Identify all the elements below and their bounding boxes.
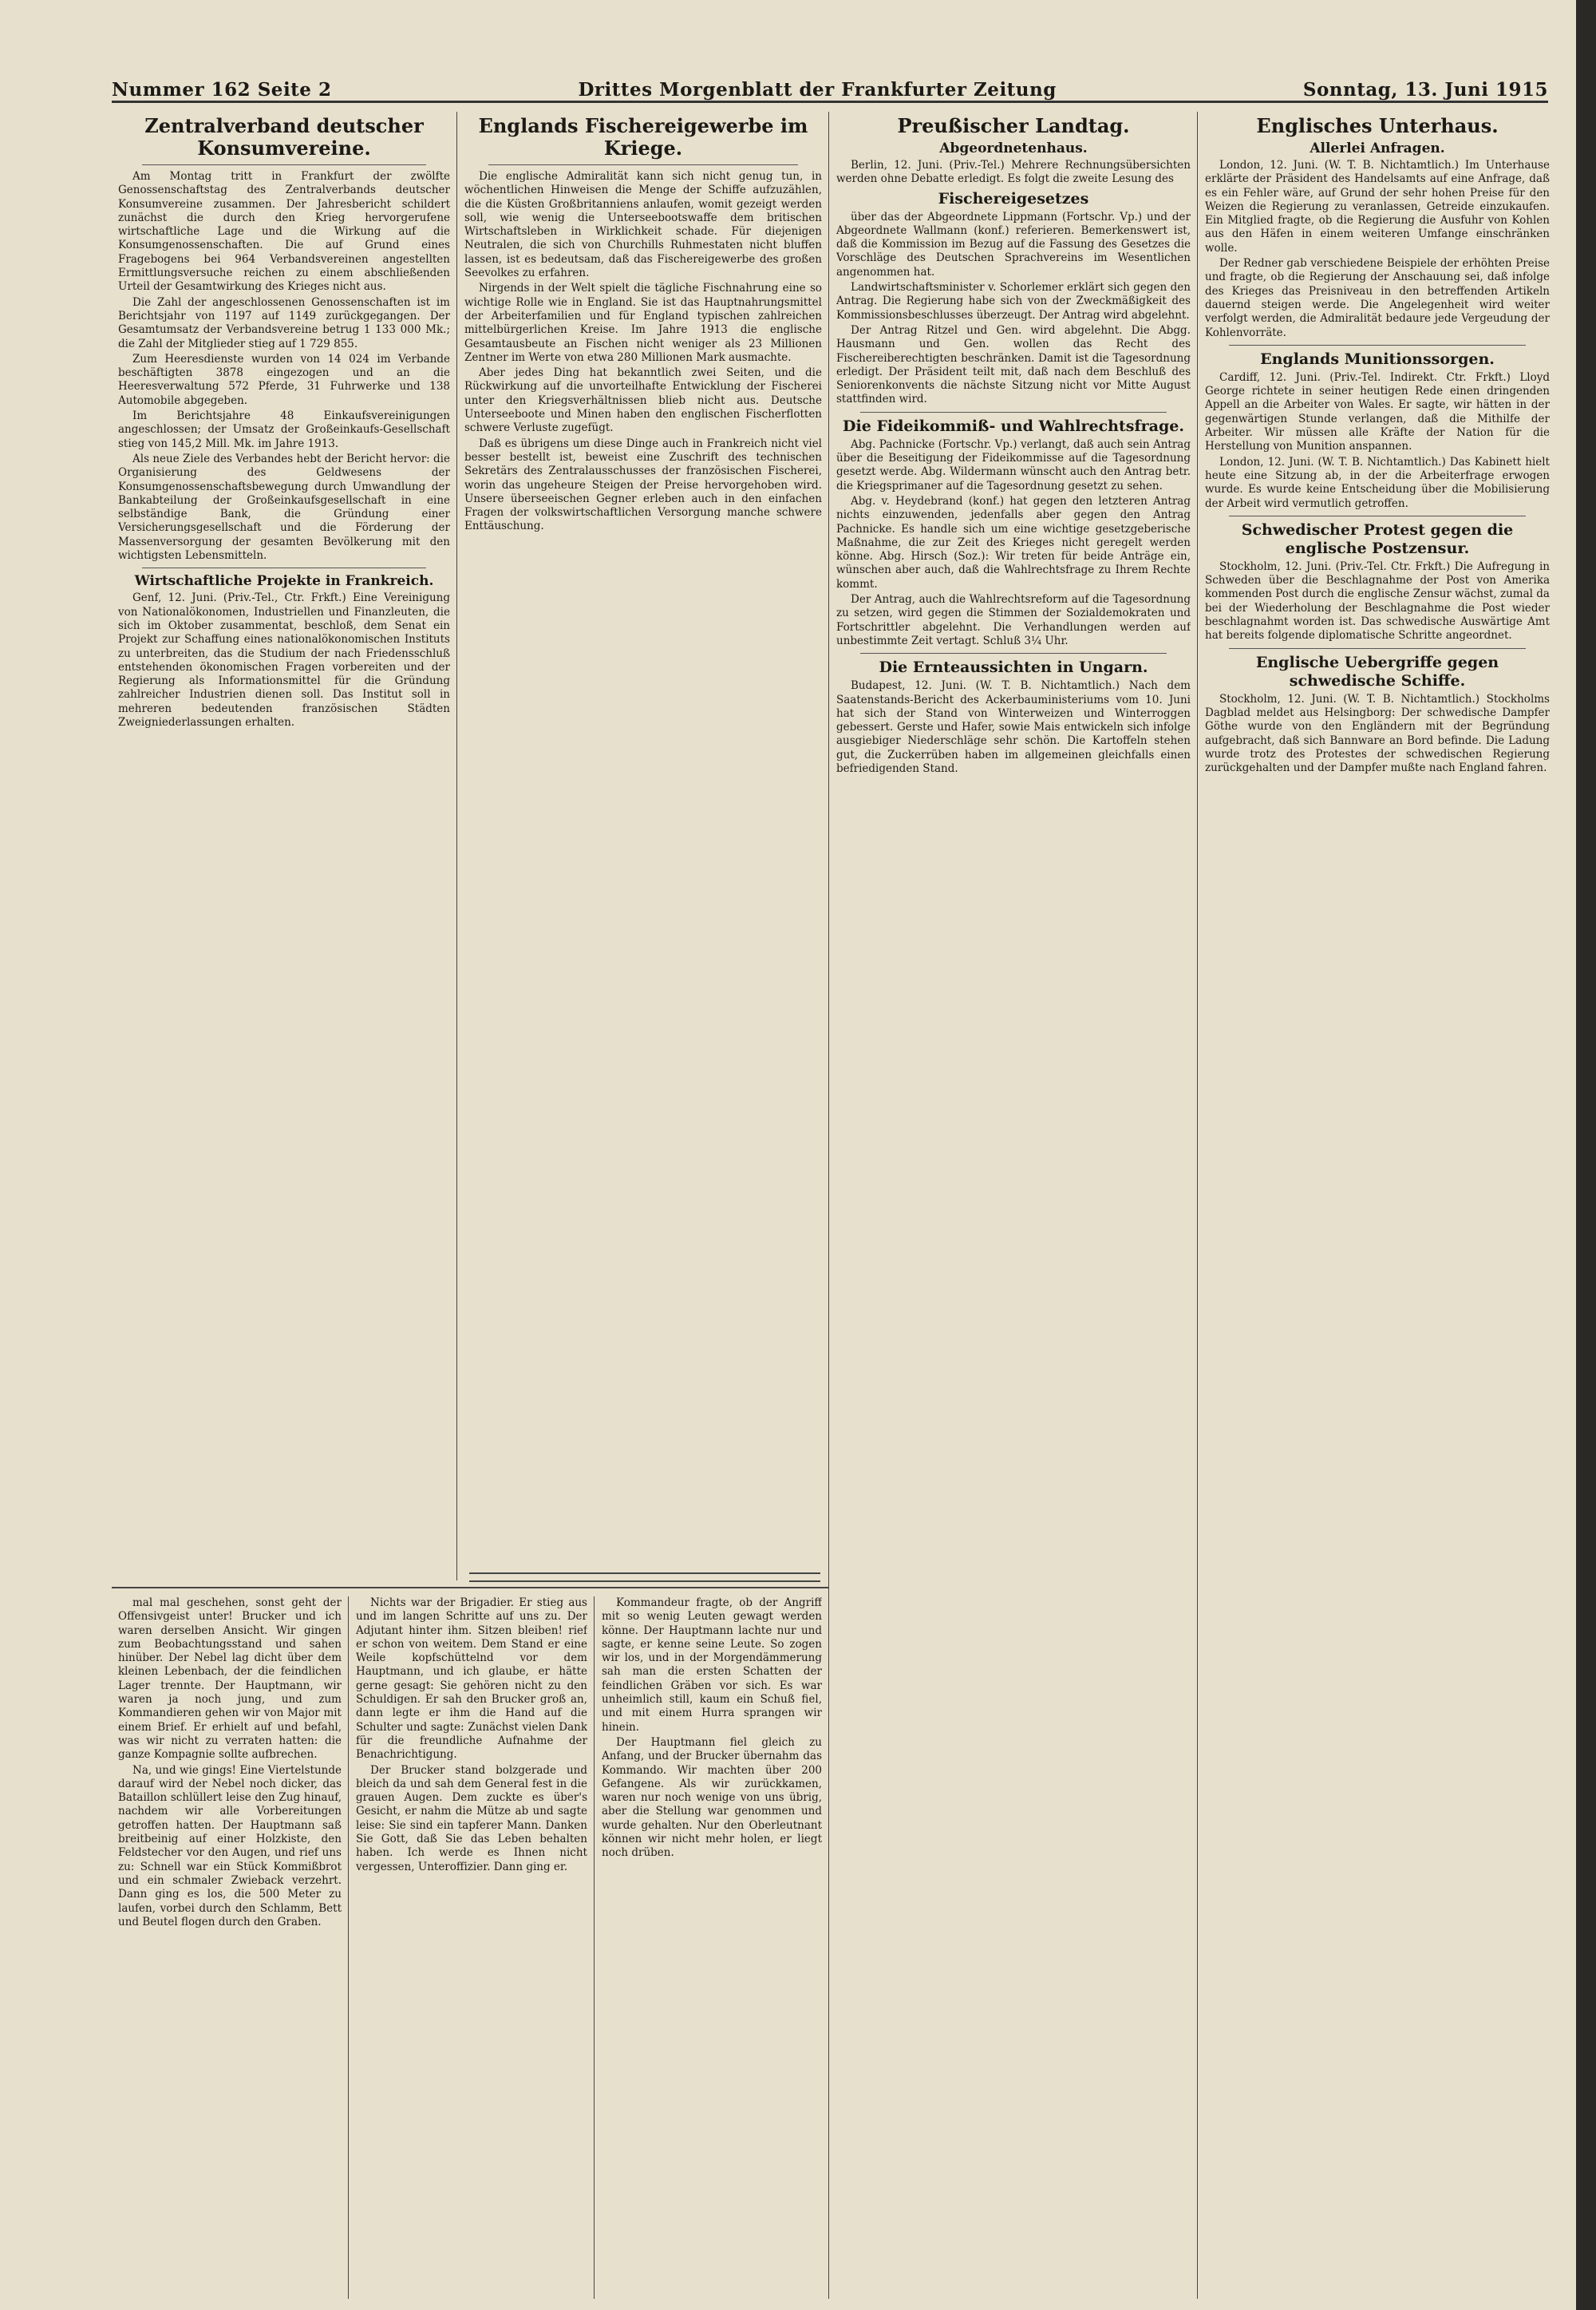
section-title-schiffe: Englische Uebergriffe gegen schwedische Schiffe. xyxy=(1255,653,1499,690)
column-rule xyxy=(456,112,457,1580)
article-paragraph: Abg. Pachnicke (Fortschr. Vp.) verlangt, daß auch sein Antrag über die Beseitigung der Fideikommisse auf die Tagesordnung gesetzt werde. Abg. Wildermann wünscht auch den Antrag betr. die Kriegsprimaner auf die Tagesordnung gesetzt zu sehen. xyxy=(836,437,1191,492)
feuilleton-rule xyxy=(112,1587,828,1588)
feuilleton-paragraph: Der Brucker stand bolzgerade und bleich da und sah dem General fest in die grauen Augen. Dem zuckte es über's Gesicht, er nahm die Mütze ab und sagte leise: Sie sind ein tapferer Mann. Danken Sie Gott, daß Sie das Leben behalten haben. Ich werde es Ihnen nicht vergessen, Unteroffizier. Dann ging er. xyxy=(356,1763,587,1873)
title-rule xyxy=(488,164,798,165)
article-title-konsumvereine: Zentralverband deutscher Konsumvereine. xyxy=(144,114,424,160)
feuilleton-column-3 xyxy=(602,1596,822,2299)
page-header xyxy=(112,73,1548,103)
article-paragraph: Budapest, 12. Juni. (W. T. B. Nichtamtlich.) Nach dem Saatenstands-Bericht des Ackerbauministeriums vom 10. Juni hat sich der Stand von Winterweizen und Winterroggen gebessert. Gerste und Hafer, sowie Mais entwickeln sich infolge ausgiebiger Niederschläge sehr schön. Die Kartoffeln stehen gut, die Zuckerrüben haben im allgemeinen gleichfalls einen befriedigenden Stand. xyxy=(836,679,1191,775)
column-rule xyxy=(594,1596,595,2299)
article-paragraph: Die englische Admiralität kann sich nicht genug tun, in wöchentlichen Hinweisen die Menge der Schiffe aufzuzählen, die die Küsten Großbritanniens anlaufen, womit gezeigt werden soll, wie wenig die Unterseebootswaffe dem britischen Wirtschaftsleben in Wirklichkeit schade. Für diejenigen Neutralen, die sich von Churchills Ruhmestaten nicht bluffen lassen, ist es bedeutsam, daß das Fischereigewerbe des großen Seevolkes zu erfahren. xyxy=(464,170,822,280)
section-title-ungarn: Die Ernteaussichten in Ungarn. xyxy=(879,659,1148,677)
article-paragraph: Daß es übrigens um diese Dinge auch in Frankreich nicht viel besser bestellt ist, beweist eine Zuschrift des technischen Sekretärs des Zentralausschusses der französischen Fischerei, worin das ungeheure Steigen der Preise hervorgehoben wird. Unsere überseeischen Gegner erleben auch in den einfachen Fragen der volkswirtschaftlichen Versorgung manche schwere Enttäuschung. xyxy=(464,437,822,533)
article-title-fischerei: Englands Fischereigewerbe im Kriege. xyxy=(478,114,808,160)
article-paragraph: Landwirtschaftsminister v. Schorlemer erklärt sich gegen den Antrag. Die Regierung habe sich von der Zweckmäßigkeit des Kommissionsbeschlusses überzeugt. Der Antrag wird abgelehnt. xyxy=(836,281,1191,322)
article-title-unterhaus: Englisches Unterhaus. xyxy=(1256,114,1499,137)
feuilleton-paragraph: Nichts war der Brigadier. Er stieg aus und im langen Schritte auf uns zu. Der Adjutant hinter ihm. Sitzen bleiben! rief er schon von weitem. Dem Stand er eine Weile kopfschüttelnd vor dem Hauptmann, und ich glaube, er hätte gerne gesagt: Sie gehören nicht zu den Schuldigen. Er sah den Brucker groß an, dann legte er ihm die Hand auf die Schulter und sagte: Zunächst vielen Dank für die freundliche Aufnahme der Benachrichtigung. xyxy=(356,1596,587,1762)
column-rule xyxy=(1197,112,1198,2299)
article-title-frankreich: Wirtschaftliche Projekte in Frankreich. xyxy=(134,573,434,590)
article-paragraph: Die Zahl der angeschlossenen Genossenschaften ist im Berichtsjahr von 1197 auf 1149 zurückgegangen. Der Gesamtumsatz der Verbandsvereine betrug 1 133 000 Mk.; die Zahl der Mitglieder stieg auf 1 729 855. xyxy=(118,295,450,350)
book-spine xyxy=(1576,0,1596,2310)
article-paragraph: Genf, 12. Juni. (Priv.-Tel., Ctr. Frkft.) Eine Vereinigung von Nationalökonomen, Industriellen und Finanzleuten, die sich im Oktober zusammentat, beschloß, dem Senat ein Projekt zur Schaffung eines nationalökonomischen Instituts zu unterbreiten, das die Studium der nach Friedensschluß entstehenden ökonomischen Fragen vorbereiten und der Regierung als Informationsmittel für die Gründung zahlreicher Industrien dienen soll. Das Institut soll in mehreren bedeutenden französischen Städten Zweigniederlassungen erhalten. xyxy=(118,591,450,729)
article-paragraph: London, 12. Juni. (W. T. B. Nichtamtlich.) Im Unterhause erklärte der Präsident des Handelsamts auf eine Anfrage, daß es ein Fehler wäre, auf Grund der sehr hohen Preise für den Weizen die Regierung zu veranlassen, Getreide einzukaufen. Ein Mitglied fragte, ob die Regierung die Ausfuhr von Kohlen aus den Häfen in einem weiteren Umfange einschränken wolle. xyxy=(1205,159,1550,255)
article-paragraph: Am Montag tritt in Frankfurt der zwölfte Genossenschaftstag des Zentralverbands deutscher Konsumvereine zusammen. Der Jahresbericht schildert zunächst die durch den Krieg hervorgerufene wirtschaftliche Lage und die Wirkung auf die Konsumgenossenschaften. Die auf Grund eines Fragebogens bei 964 Verbandsvereinen angestellten Ermittlungsversuche reichen zu einem abschließenden Urteil der Gesamtwirkung des Krieges nicht aus. xyxy=(118,170,450,294)
article-paragraph: Im Berichtsjahre 48 Einkaufsvereinigungen angeschlossen; der Umsatz der Großeinkaufs-Gesellschaft stieg von 145,2 Mill. Mk. im Jahre 1913. xyxy=(118,409,450,450)
feuilleton-column-2 xyxy=(356,1596,587,2299)
column-rule xyxy=(828,112,829,2299)
article-paragraph: über das der Abgeordnete Lippmann (Fortschr. Vp.) und der Abgeordnete Wallmann (konf.) referieren. Bemerkenswert ist, daß die Kommission im Bezug auf die Fassung des Gesetzes die Vorschläge des Deutschen Sprachvereins im Wesentlichen angenommen hat. xyxy=(836,210,1191,279)
feuilleton-paragraph: Na, und wie gings! Eine Viertelstunde darauf wird der Nebel noch dicker, das Bataillon schlüllert leise den Zug hinauf, nachdem wir alle Vorbereitungen getroffen hatten. Der Hauptmann saß breitbeinig auf einer Holzkiste, den Feldstecher vor den Augen, und rief uns zu: Schnell war ein Stück Kommißbrot und ein schmaler Zwieback verzehrt. Dann ging es los, die 500 Meter zu laufen, vorbei durch den Schlamm, Bett und Beutel flogen durch den Graben. xyxy=(118,1763,342,1928)
article-separator xyxy=(860,653,1167,654)
article-paragraph: Der Antrag, auch die Wahlrechtsreform auf die Tagesordnung zu setzen, wird gegen die Stimmen der Sozialdemokraten und Fortschrittler abgelehnt. Die Verhandlungen werden auf unbestimmte Zeit vertagt. Schluß 3¼ Uhr. xyxy=(836,593,1191,647)
article-separator xyxy=(860,412,1167,413)
column-rule xyxy=(348,1596,349,2299)
header-date: Sonntag, 13. Juni 1915 xyxy=(1302,79,1548,101)
column-2 xyxy=(464,112,822,1580)
section-title-postzensur: Schwedischer Protest gegen die englische Postzensur. xyxy=(1241,520,1514,557)
article-separator xyxy=(1229,345,1526,346)
section-title-fischereigesetz: Fischereigesetzes xyxy=(938,189,1089,208)
column-3 xyxy=(836,112,1191,2299)
article-paragraph: Zum Heeresdienste wurden von 14 024 im Verbande beschäftigten 3878 eingezogen und an die Heeresverwaltung 572 Pferde, 31 Fuhrwerke und 138 Automobile abgegeben. xyxy=(118,352,450,407)
article-separator xyxy=(1229,648,1526,649)
article-paragraph: Der Redner gab verschiedene Beispiele der erhöhten Preise und fragte, ob die Regierung der Anschauung sei, daß infolge des Krieges das Preisniveau in den betreffenden Artikeln dauernd steigen werde. Die Angelegenheit wird weiter verfolgt werden, die Admiralität bedaure jede Vergeudung der Kohlenvorräte. xyxy=(1205,257,1550,339)
feuilleton-paragraph: mal mal geschehen, sonst geht der Offensivgeist unter! Brucker und ich waren derselben Ansicht. Wir gingen zum Beobachtungsstand und sahen hinüber. Der Nebel lag dicht über dem kleinen Lebenbach, der die feindlichen Lager trennte. Der Hauptmann, wir waren ja noch jung, und zum Kommandieren gehen wir von Major mit einem Brief. Er erhielt auf und befahl, was wir nicht zu verraten hatten: die ganze Kompagnie sollte aufbrechen. xyxy=(118,1596,342,1762)
column-4 xyxy=(1205,112,1550,2299)
article-paragraph: Cardiff, 12. Juni. (Priv.-Tel. Indirekt. Ctr. Frkft.) Lloyd George richtete in seiner heutigen Rede einen dringenden Appell an die Arbeiter von Wales. Er sagte, wir hätten in der gegenwärtigen Stunde verlangen, daß die Mithilfe der Arbeiter. Wir müssen alle Kräfte der Nation für die Herstellung von Munition anspannen. xyxy=(1205,370,1550,453)
column-1 xyxy=(118,112,450,1580)
article-subtitle: Abgeordnetenhaus. xyxy=(939,140,1088,156)
section-title-munition: Englands Munitionssorgen. xyxy=(1260,350,1495,368)
ornamental-rule xyxy=(469,1572,820,1582)
feuilleton-paragraph: Kommandeur fragte, ob der Angriff mit so wenig Leuten gewagt werden könne. Der Hauptmann lachte nur und sagte, er kenne seine Leute. So zogen wir los, und in der Morgendämmerung sah man die ersten Schatten der feindlichen Gräben vor sich. Es war unheimlich still, kaum ein Schuß fiel, und mit einem Hurra sprangen wir hinein. xyxy=(602,1596,822,1734)
article-subtitle: Allerlei Anfragen. xyxy=(1310,140,1445,156)
header-issue-page: Nummer 162 Seite 2 xyxy=(112,79,332,101)
article-paragraph: Stockholm, 12. Juni. (W. T. B. Nichtamtlich.) Stockholms Dagblad meldet aus Helsingborg: Der schwedische Dampfer Göthe wurde von den Engländern mit der Begründung aufgebracht, daß sich Bannware an Bord befinde. Die Ladung wurde trotz des Protestes der schwedischen Regierung zurückgehalten und der Dampfer mußte nach England fahren. xyxy=(1205,692,1550,775)
header-masthead: Drittes Morgenblatt der Frankfurter Zeitung xyxy=(578,79,1057,101)
article-title-landtag: Preußischer Landtag. xyxy=(897,114,1130,137)
article-paragraph: Abg. v. Heydebrand (konf.) hat gegen den letzteren Antrag nichts einzuwenden, jedenfalls aber gegen den Antrag Pachnicke. Es handle sich um eine wichtige gesetzgeberische Maßnahme, die zur Zeit des Krieges nicht geregelt werden könne. Abg. Hirsch (Soz.): Wir treten für beide Anträge ein, wünschen aber auch, daß die Wahlrechtsfrage zu Ihrem Rechte kommt. xyxy=(836,494,1191,591)
feuilleton-paragraph: Der Hauptmann fiel gleich zu Anfang, und der Brucker übernahm das Kommando. Wir machten über 200 Gefangene. Als wir zurückkamen, waren nur noch wenige von uns übrig, aber die Stellung war genommen und wurde gehalten. Nur den Oberleutnant können wir nicht mehr holen, er liegt noch drüben. xyxy=(602,1735,822,1860)
title-rule xyxy=(142,164,426,165)
article-paragraph: Nirgends in der Welt spielt die tägliche Fischnahrung eine so wichtige Rolle wie in England. Sie ist das Hauptnahrungsmittel der Arbeiterfamilien und für England typischen zahlreichen mittelbürgerlichen Kreise. Im Jahre 1913 die englische Gesamtausbeute an Fischen nicht weniger als 23 Millionen Zentner im Werte von etwa 280 Millionen Mark ausmachte. xyxy=(464,282,822,364)
article-paragraph: Aber jedes Ding hat bekanntlich zwei Seiten, und die Rückwirkung auf die unvorteilhafte Entwicklung der Fischerei unter den Kriegsverhältnissen blieb nicht aus. Deutsche Unterseeboote und Minen haben den englischen Fischerflotten schwere Verluste zugefügt. xyxy=(464,366,822,435)
section-title-fideikommiss: Die Fideikommiß- und Wahlrechtsfrage. xyxy=(843,417,1184,435)
article-paragraph: Der Antrag Ritzel und Gen. wird abgelehnt. Die Abgg. Hausmann und Gen. wollen das Recht des Fischereiberechtigten beschränken. Damit ist die Tagesordnung erledigt. Der Präsident teilt mit, daß nach dem Beschluß des Seniorenkonvents die nächste Sitzung nicht vor Mitte August stattfinden wird. xyxy=(836,323,1191,406)
article-paragraph: Als neue Ziele des Verbandes hebt der Bericht hervor: die Organisierung des Geldwesens der Konsumgenossenschaftsbewegung durch Umwandlung der Bankabteilung der Großeinkaufsgesellschaft in eine selbständige Bank, die Gründung einer Versicherungsgesellschaft und die Förderung der Massenversorgung der gesamten Bevölkerung mit den wichtigsten Lebensmitteln. xyxy=(118,452,450,563)
article-paragraph: London, 12. Juni. (W. T. B. Nichtamtlich.) Das Kabinett hielt heute eine Sitzung ab, in der die Arbeiterfrage erwogen wurde. Es wurde keine Entscheidung über die Mobilisierung der Arbeit wird vermutlich getroffen. xyxy=(1205,455,1550,510)
article-paragraph: Berlin, 12. Juni. (Priv.-Tel.) Mehrere Rechnungsübersichten werden ohne Debatte erledigt. Es folgt die zweite Lesung des xyxy=(836,159,1191,186)
feuilleton-column-1 xyxy=(118,1596,342,2299)
article-paragraph: Stockholm, 12. Juni. (Priv.-Tel. Ctr. Frkft.) Die Aufregung in Schweden über die Beschlagnahme der Post von Amerika kommenden Post durch die englische Zensur wächst, zumal da bei der Wiederholung der Beschlagnahme die Post wieder beschlagnahmt worden ist. Das schwedische Auswärtige Amt hat bereits folgende diplomatische Schritte angeordnet. xyxy=(1205,560,1550,643)
